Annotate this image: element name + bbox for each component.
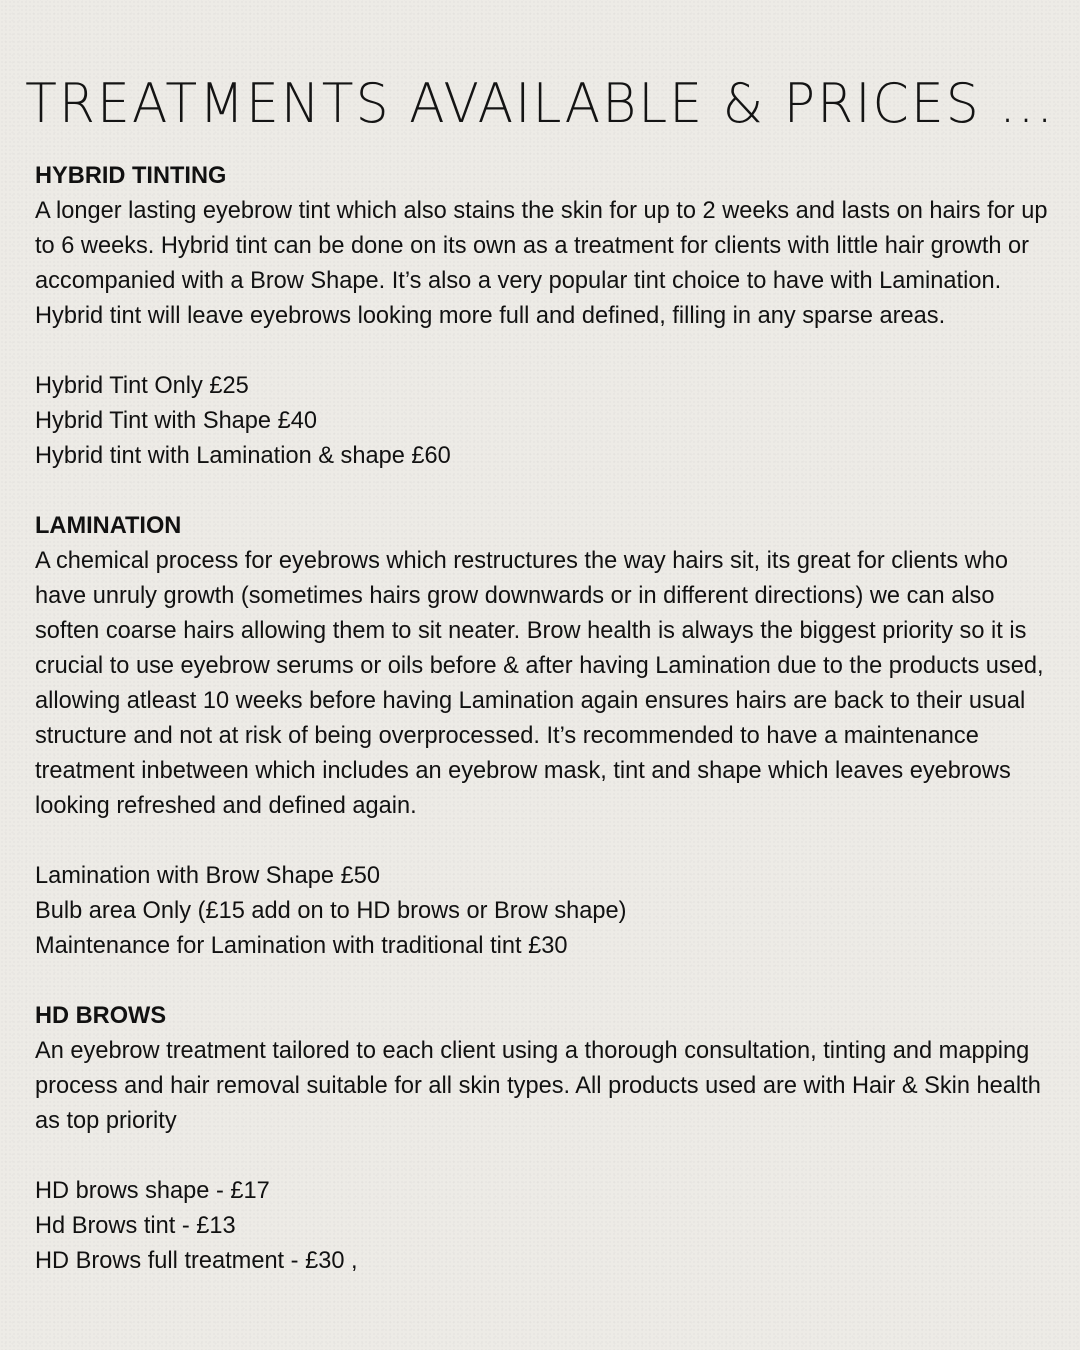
section-heading: HD BROWS bbox=[35, 1003, 167, 1029]
price-item: Hd Brows tint - £13 bbox=[35, 1213, 236, 1239]
price-list bbox=[35, 1174, 1055, 1279]
price-item: Hybrid Tint Only £25 bbox=[35, 373, 249, 399]
price-item: HD Brows full treatment - £30 , bbox=[35, 1248, 358, 1274]
section-hybrid-tinting bbox=[35, 159, 1055, 474]
section-description: A longer lasting eyebrow tint which also stains the skin for up to 2 weeks and lasts on hairs for up to 6 weeks. Hybrid tint can be done on its own as a treatment for clients with little hair growth or accompanied with a Brow Shape. It’s also a very popular tint choice to have with Lamination. Hybrid tint will leave eyebrows looking more full and defined, filling in any sparse areas. bbox=[35, 198, 1048, 329]
price-item: Bulb area Only (£15 add on to HD brows or Brow shape) bbox=[35, 898, 627, 924]
treatments-list bbox=[35, 159, 1055, 1279]
price-item: Hybrid tint with Lamination & shape £60 bbox=[35, 443, 451, 469]
price-list bbox=[35, 859, 1055, 964]
section-description: An eyebrow treatment tailored to each client using a thorough consultation, tinting and mapping process and hair removal suitable for all skin types. All products used are with Hair & Skin health as top priority bbox=[35, 1038, 1041, 1134]
price-item: HD brows shape - £17 bbox=[35, 1178, 270, 1204]
price-list bbox=[35, 369, 1055, 474]
price-item: Lamination with Brow Shape £50 bbox=[35, 863, 380, 889]
page-title: TREATMENTS AVAILABLE & PRICES ... bbox=[25, 72, 1055, 136]
section-hd-brows bbox=[35, 999, 1055, 1279]
price-item: Maintenance for Lamination with traditional tint £30 bbox=[35, 933, 568, 959]
price-item: Hybrid Tint with Shape £40 bbox=[35, 408, 317, 434]
section-lamination bbox=[35, 509, 1055, 964]
section-description: A chemical process for eyebrows which restructures the way hairs sit, its great for clients who have unruly growth (sometimes hairs grow downwards or in different directions) we can also soften coarse hairs allowing them to sit neater. Brow health is always the biggest priority so it is crucial to use eyebrow serums or oils before & after having Lamination due to the products used, allowing atleast 10 weeks before having Lamination again ensures hairs are back to their usual structure and not at risk of being overprocessed. It’s recommended to have a maintenance treatment inbetween which includes an eyebrow mask, tint and shape which leaves eyebrows looking refreshed and defined again. bbox=[35, 548, 1044, 819]
section-heading: LAMINATION bbox=[35, 513, 182, 539]
section-heading: HYBRID TINTING bbox=[35, 163, 227, 189]
